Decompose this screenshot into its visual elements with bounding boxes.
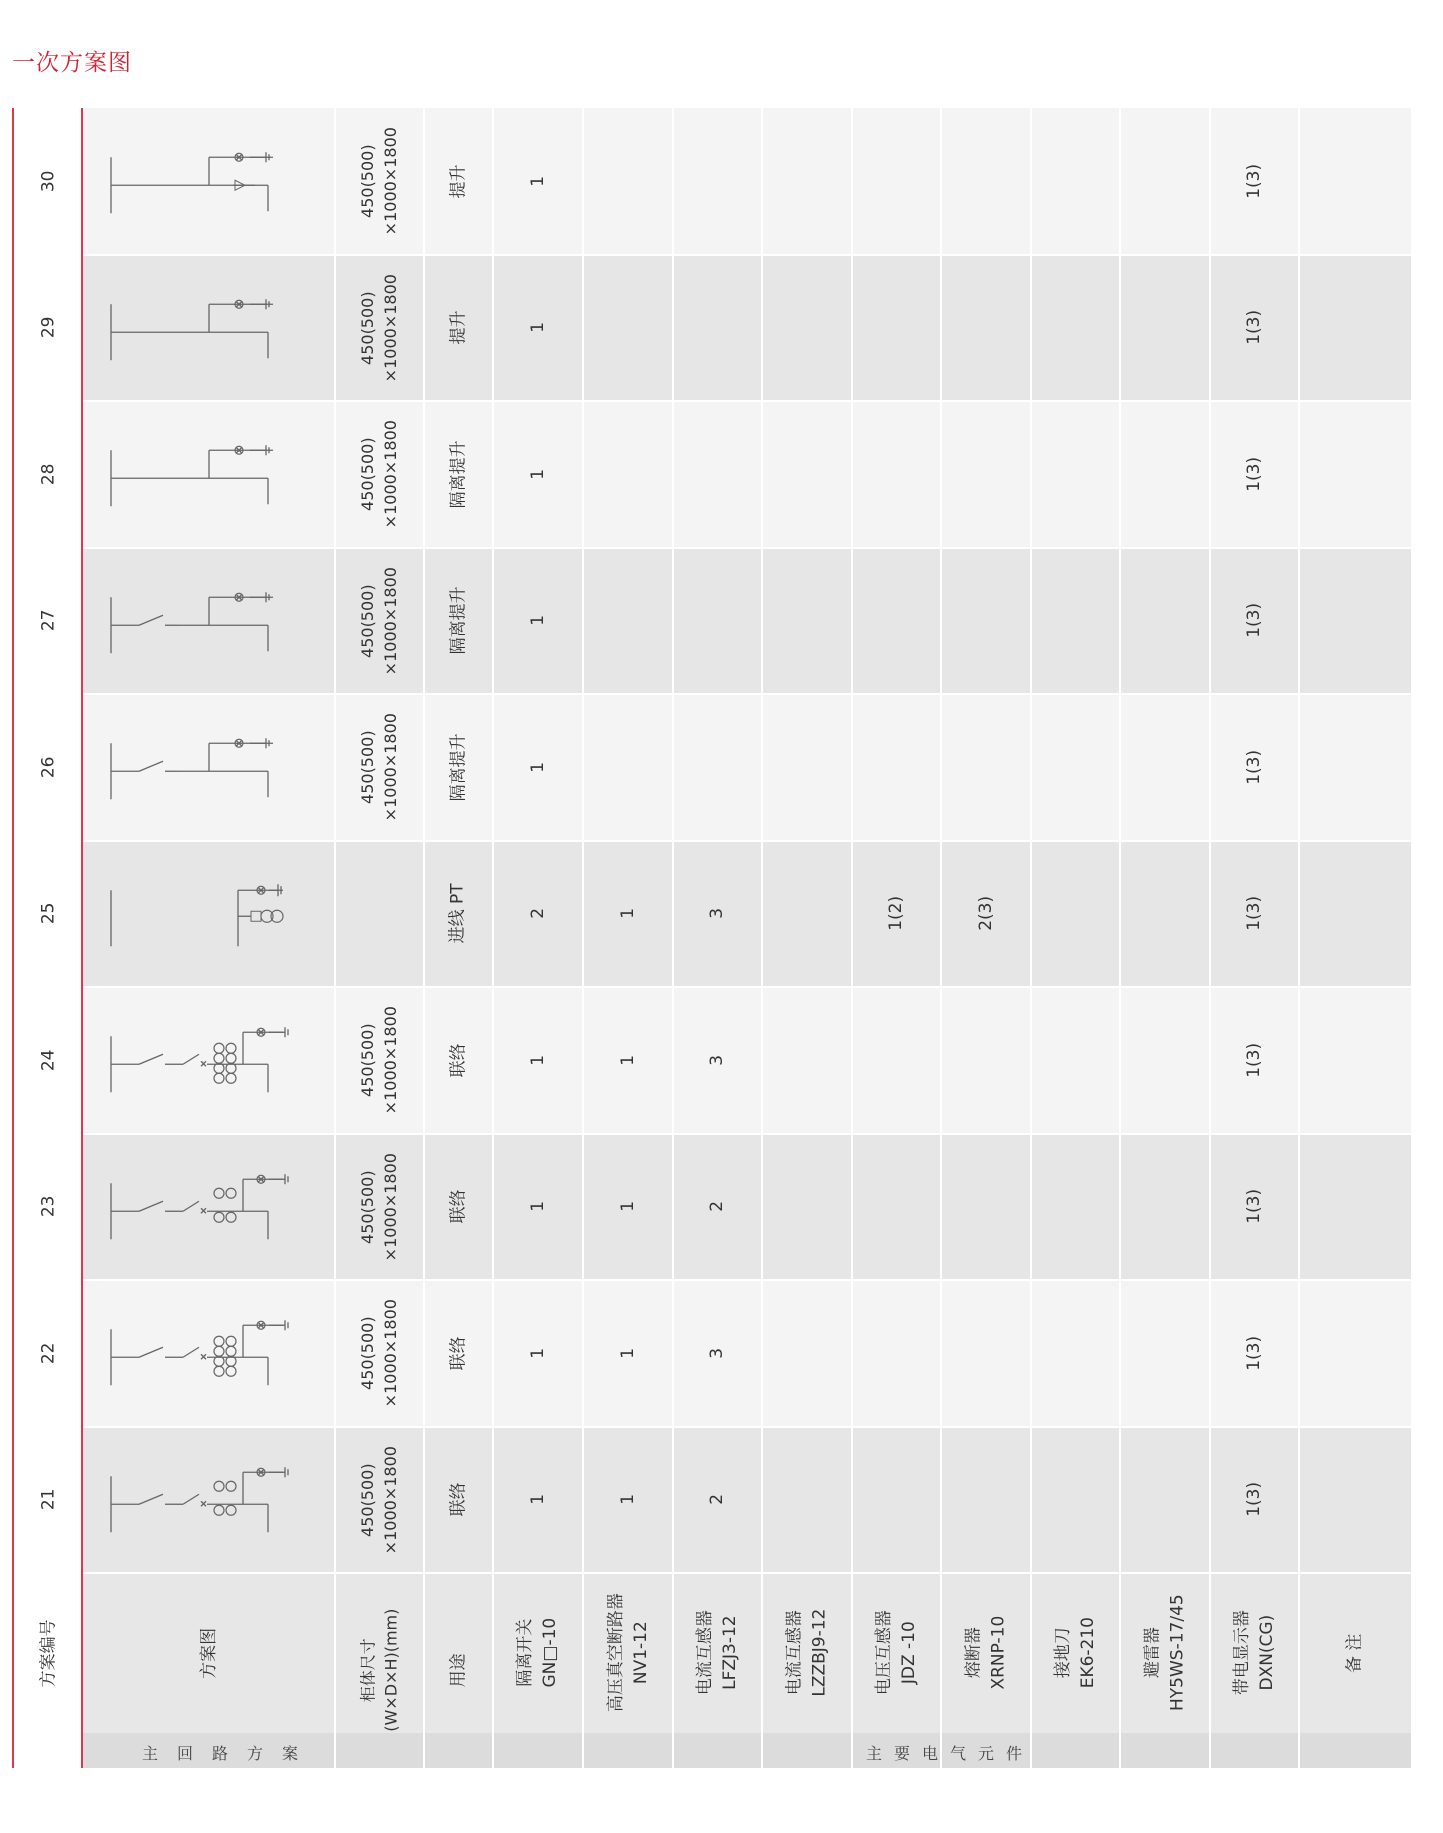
component-count (673, 108, 762, 255)
component-count: 1 (617, 1201, 638, 1213)
component-count (1299, 1427, 1411, 1574)
cabinet-size-value: 450(500) ×1000×1800 (358, 1152, 401, 1261)
component-count (852, 1134, 941, 1281)
component-count: 1 (527, 175, 548, 187)
scheme-diagram (83, 841, 335, 988)
component-count: 1(3) (1244, 310, 1265, 346)
component-count (852, 255, 941, 402)
component-count: 1(3) (1244, 1189, 1265, 1225)
scheme-diagram (83, 108, 335, 255)
component-count: 1(3) (1244, 456, 1265, 492)
scheme-diagram (83, 401, 335, 548)
component-count (941, 548, 1031, 695)
component-count: 1 (617, 1494, 638, 1506)
component-count (762, 548, 852, 695)
component-count (1120, 1427, 1210, 1574)
scheme-diagram (83, 987, 335, 1134)
header-diagram: 方案图 (198, 1627, 219, 1679)
component-count: 1 (527, 1347, 548, 1359)
usage-value: 联络 (448, 1336, 469, 1371)
component-count (673, 694, 762, 841)
component-count (583, 108, 673, 255)
component-count: 3 (707, 908, 728, 920)
scheme-number: 22 (38, 1342, 59, 1365)
component-count: 2(3) (975, 896, 996, 932)
main-circuit-label-char: 方 (247, 1744, 264, 1763)
component-count (1299, 548, 1411, 695)
component-count (1120, 694, 1210, 841)
component-count: 1(2) (886, 896, 907, 932)
component-count (583, 255, 673, 402)
cabinet-size-value: 450(500) ×1000×1800 (358, 127, 401, 236)
usage-value: 进线 PT (448, 883, 469, 944)
header-scheme-no: 方案编号 (38, 1618, 59, 1687)
component-count (1299, 694, 1411, 841)
component-count: 1(3) (1244, 1042, 1265, 1078)
component-count (1299, 108, 1411, 255)
scheme-diagram (83, 548, 335, 695)
component-count (1031, 401, 1120, 548)
main-components-label-char: 件 (1006, 1744, 1023, 1763)
component-count: 1(3) (1244, 163, 1265, 199)
component-count: 1 (527, 1201, 548, 1213)
component-count (583, 401, 673, 548)
component-count (583, 694, 673, 841)
component-count: 1 (527, 468, 548, 480)
component-count (1120, 401, 1210, 548)
component-count (1120, 548, 1210, 695)
scheme-diagram (83, 694, 335, 841)
component-count (852, 108, 941, 255)
usage-value: 隔离提升 (448, 733, 469, 802)
scheme-number: 25 (38, 902, 59, 925)
component-count (673, 255, 762, 402)
component-count (583, 548, 673, 695)
scheme-number: 29 (38, 316, 59, 339)
component-count (941, 694, 1031, 841)
main-circuit-label-char: 主 (142, 1744, 159, 1763)
main-components-label-char: 电 (922, 1744, 939, 1763)
component-count (1031, 108, 1120, 255)
component-count (941, 1134, 1031, 1281)
component-count (762, 1280, 852, 1427)
component-count (762, 694, 852, 841)
usage-value: 提升 (448, 164, 469, 199)
component-count (941, 1280, 1031, 1427)
component-count (941, 255, 1031, 402)
page-title: 一次方案图 (12, 50, 132, 76)
component-count (1299, 255, 1411, 402)
component-count (941, 401, 1031, 548)
header-component: 隔离开关 GN□-10 (515, 1618, 560, 1688)
component-count (1120, 1134, 1210, 1281)
scheme-number: 30 (38, 170, 59, 193)
component-count (852, 1280, 941, 1427)
component-count (1031, 987, 1120, 1134)
component-count: 1 (617, 908, 638, 920)
component-count (852, 548, 941, 695)
cabinet-size-value: 450(500) ×1000×1800 (358, 1006, 401, 1115)
header-component: 电流互感器 LFZJ3-12 (694, 1610, 740, 1696)
component-count (941, 987, 1031, 1134)
header-component: 电流互感器 LZZBJ9-12 (784, 1608, 829, 1698)
main-components-label-char: 元 (978, 1744, 995, 1763)
component-count: 2 (707, 1201, 728, 1213)
component-count: 1 (527, 1494, 548, 1506)
component-count: 1(3) (1244, 1335, 1265, 1371)
main-components-label-char: 气 (950, 1744, 967, 1763)
component-count (1299, 841, 1411, 988)
scheme-diagram (83, 1280, 335, 1427)
component-count (1299, 1280, 1411, 1427)
component-count: 1(3) (1244, 1482, 1265, 1518)
component-count (1031, 1427, 1120, 1574)
scheme-diagram (83, 1134, 335, 1281)
component-count: 1 (617, 1054, 638, 1066)
cabinet-size-value: 450(500) ×1000×1800 (358, 1445, 401, 1554)
component-count (1031, 1134, 1120, 1281)
component-count (1299, 401, 1411, 548)
component-count (1120, 1280, 1210, 1427)
usage-value: 隔离提升 (448, 440, 469, 509)
component-count: 1(3) (1244, 603, 1265, 639)
component-count (941, 1427, 1031, 1574)
header-component: 熔断器 XRNP-10 (963, 1616, 1008, 1690)
header-component: 高压真空断路器 NV1-12 (605, 1593, 650, 1713)
scheme-diagram (83, 1427, 335, 1574)
component-count (1120, 841, 1210, 988)
scheme-number: 24 (38, 1049, 59, 1072)
header-component: 备 注 (1344, 1633, 1365, 1673)
component-count (1031, 548, 1120, 695)
usage-value: 隔离提升 (448, 586, 469, 655)
component-count (852, 401, 941, 548)
component-count (762, 841, 852, 988)
component-count (1031, 1280, 1120, 1427)
main-circuit-label-char: 回 (177, 1744, 194, 1763)
component-count (1299, 987, 1411, 1134)
usage-value: 联络 (448, 1189, 469, 1224)
component-count: 3 (707, 1347, 728, 1359)
component-count (1031, 694, 1120, 841)
component-count: 1 (527, 1054, 548, 1066)
component-count (852, 694, 941, 841)
component-count (1120, 987, 1210, 1134)
component-count (1120, 255, 1210, 402)
component-count (852, 1427, 941, 1574)
header-component: 接地刀 EK6-210 (1052, 1617, 1098, 1689)
component-count (673, 548, 762, 695)
main-circuit-label-char: 案 (282, 1744, 299, 1763)
component-count (762, 108, 852, 255)
main-components-label-char: 主 (866, 1744, 883, 1763)
component-count: 3 (707, 1054, 728, 1066)
component-count (1120, 108, 1210, 255)
scheme-number: 28 (38, 463, 59, 486)
component-count: 2 (707, 1494, 728, 1506)
scheme-number: 23 (38, 1195, 59, 1218)
component-count (673, 401, 762, 548)
header-component: 避雷器 HY5WS-17/45 (1142, 1594, 1187, 1712)
component-count (762, 1427, 852, 1574)
main-circuit-label-char: 路 (212, 1744, 229, 1763)
component-count (941, 108, 1031, 255)
usage-value: 提升 (448, 310, 469, 345)
scheme-number: 26 (38, 756, 59, 779)
component-count: 1 (527, 322, 548, 334)
component-count (762, 987, 852, 1134)
header-component: 电压互感器 JDZ -10 (873, 1610, 919, 1696)
component-count: 1 (617, 1347, 638, 1359)
cabinet-size-value: 450(500) ×1000×1800 (358, 1299, 401, 1408)
cabinet-size-value: 450(500) ×1000×1800 (358, 566, 401, 675)
usage-value: 联络 (448, 1043, 469, 1078)
component-count (762, 1134, 852, 1281)
scheme-diagram (83, 255, 335, 402)
cabinet-size-value: 450(500) ×1000×1800 (358, 713, 401, 822)
component-count (852, 987, 941, 1134)
component-count (1031, 841, 1120, 988)
component-count (762, 255, 852, 402)
header-cabinet-size: 柜体尺寸 (W×D×H)(mm) (358, 1608, 401, 1733)
component-count: 2 (527, 908, 548, 920)
main-components-label-char: 要 (894, 1744, 911, 1763)
cabinet-size-value: 450(500) ×1000×1800 (358, 420, 401, 529)
component-count: 1 (527, 615, 548, 627)
header-component: 带电显示器 DXN(CG) (1231, 1610, 1277, 1696)
component-count (1031, 255, 1120, 402)
usage-value: 联络 (448, 1482, 469, 1517)
cabinet-size-value: 450(500) ×1000×1800 (358, 273, 401, 382)
scheme-number: 21 (38, 1488, 59, 1511)
header-usage: 用途 (448, 1653, 469, 1688)
component-count (1299, 1134, 1411, 1281)
component-count: 1(3) (1244, 749, 1265, 785)
cabinet-size-value (335, 841, 424, 988)
component-count: 1(3) (1244, 896, 1265, 932)
component-count (762, 401, 852, 548)
component-count: 1 (527, 761, 548, 773)
scheme-number: 27 (38, 609, 59, 632)
